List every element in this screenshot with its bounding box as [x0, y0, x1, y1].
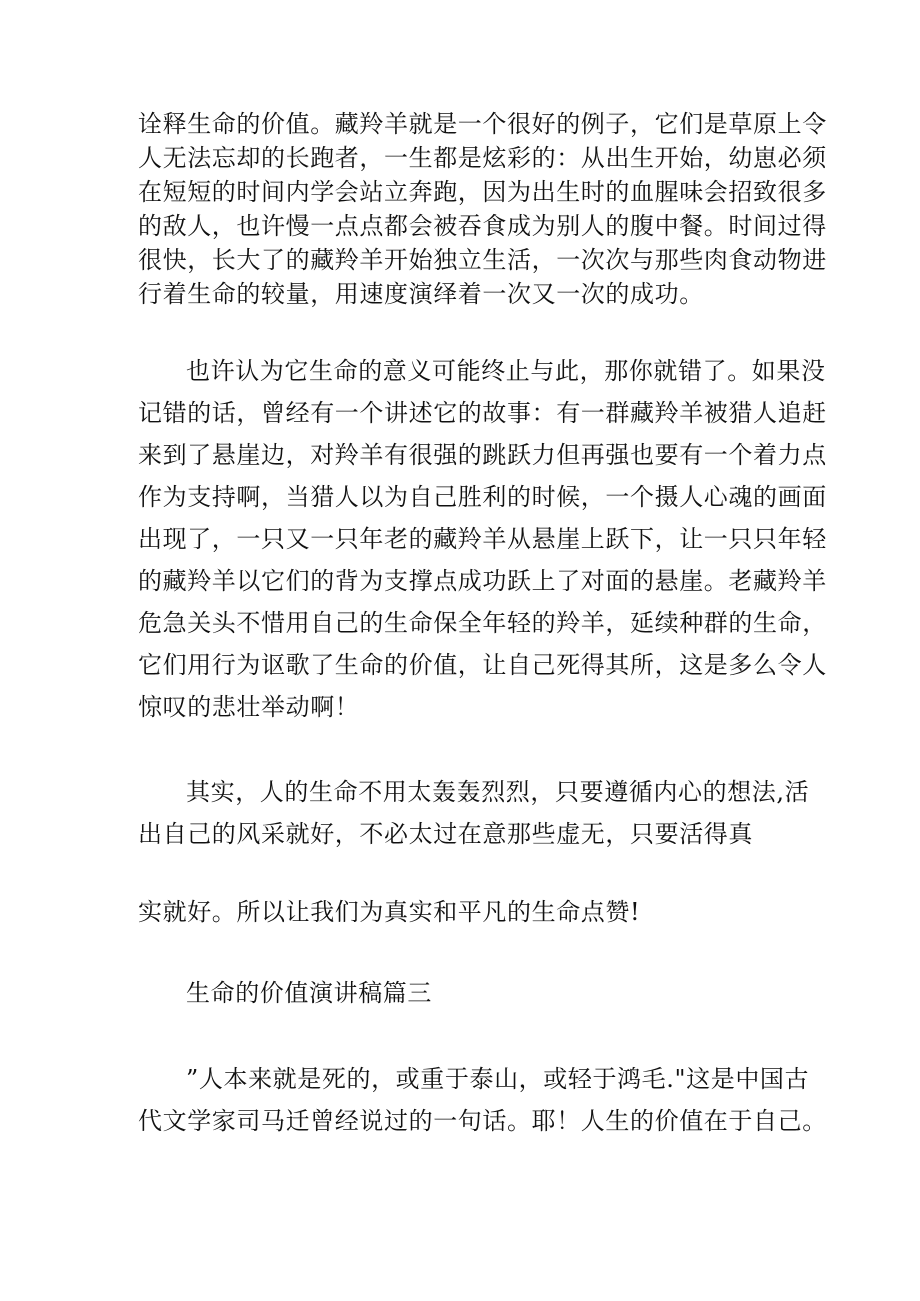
text-line: 代文学家司马迁曾经说过的一句话。耶！人生的价值在于自己。	[138, 1107, 827, 1135]
text-line: 其实，人的生命不用太轰轰烈烈，只要遵循内心的想法,活	[186, 778, 810, 806]
text-line: ”人本来就是死的，或重于泰山，或轻于鸿毛."这是中国古	[186, 1065, 810, 1093]
text-line: 它们用行为讴歌了生命的价值，让自己死得其所，这是多么令人	[138, 651, 827, 679]
section-heading: 生命的价值演讲稿篇三	[186, 979, 432, 1007]
text-line: 人无法忘却的长跑者，一生都是炫彩的：从出生开始，幼崽必须	[138, 144, 827, 172]
text-line: 作为支持啊，当猎人以为自己胜利的时候，一个摄人心魂的画面	[138, 483, 827, 511]
text-line: 危急关头不惜用自己的生命保全年轻的羚羊，延续种群的生命，	[138, 609, 827, 637]
text-line: 出现了，一只又一只年老的藏羚羊从悬崖上跃下，让一只只年轻	[138, 525, 827, 553]
text-line: 诠释生命的价值。藏羚羊就是一个很好的例子，它们是草原上令	[138, 110, 827, 138]
text-line: 的藏羚羊以它们的背为支撑点成功跃上了对面的悬崖。老藏羚羊	[138, 567, 827, 595]
text-line: 惊叹的悲壮举动啊！	[138, 693, 360, 721]
text-line: 也许认为它生命的意义可能终止与此，那你就错了。如果没	[186, 357, 826, 385]
text-line: 出自己的风采就好，不必太过在意那些虚无，只要活得真	[138, 820, 753, 848]
text-line: 很快，长大了的藏羚羊开始独立生活，一次次与那些肉食动物进	[138, 246, 827, 274]
text-line: 行着生命的较量，用速度演绎着一次又一次的成功。	[138, 280, 704, 308]
text-line: 来到了悬崖边，对羚羊有很强的跳跃力但再强也要有一个着力点	[138, 441, 827, 469]
text-line: 记错的话，曾经有一个讲述它的故事：有一群藏羚羊被猎人追赶	[138, 399, 827, 427]
text-line: 实就好。所以让我们为真实和平凡的生命点赞!	[138, 898, 641, 926]
text-line: 在短短的时间内学会站立奔跑，因为出生时的血腥味会招致很多	[138, 178, 827, 206]
text-line: 的敌人，也许慢一点点都会被吞食成为别人的腹中餐。时间过得	[138, 212, 827, 240]
